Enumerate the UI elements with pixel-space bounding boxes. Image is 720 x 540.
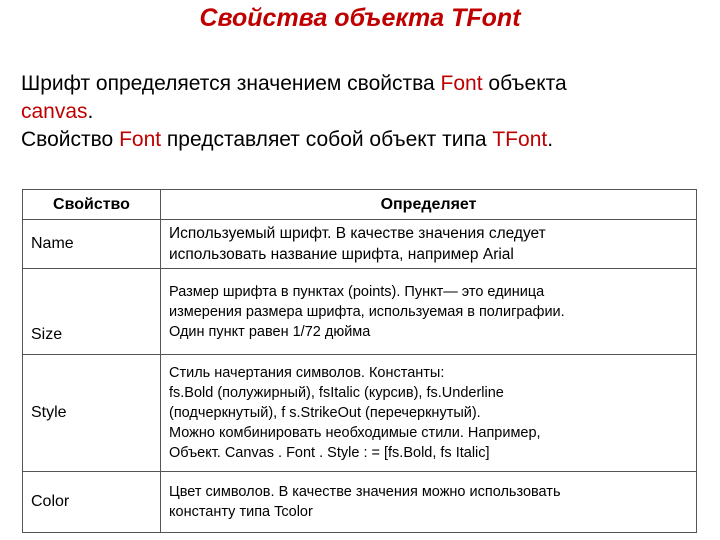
intro-line-1: [21, 70, 711, 98]
table-row: [23, 269, 697, 355]
keyword-tfont: TFont: [492, 128, 548, 151]
description-line: (подчеркнутый), f s.StrikeOut (перечеркнутый).: [169, 405, 481, 421]
table-row: [23, 472, 697, 533]
intro-text-part: .: [547, 128, 554, 151]
keyword-font: Font: [119, 128, 162, 151]
property-name: Name: [23, 220, 161, 269]
intro-line-2: [21, 98, 711, 126]
intro-text-part: представляет собой объект типа: [161, 128, 493, 151]
intro-line-3: [21, 126, 711, 154]
properties-table: [22, 189, 697, 533]
property-description: [161, 472, 697, 533]
table-row: [23, 220, 697, 269]
intro-text-part: .: [87, 100, 94, 123]
property-name: Style: [23, 355, 161, 472]
property-name: Size: [23, 269, 161, 355]
table-row: [23, 355, 697, 472]
description-line: Можно комбинировать необходимые стили. Например,: [169, 425, 541, 441]
description-line: Объект. Canvas . Font . Style : = [fs.Bold, fs Italic]: [169, 445, 490, 461]
property-description: [161, 269, 697, 355]
description-line: Размер шрифта в пунктах (points). Пункт— это единица: [169, 283, 545, 300]
description-line: Стиль начертания символов. Константы:: [169, 365, 445, 381]
description-line: Один пункт равен 1/72 дюйма: [169, 323, 371, 340]
intro-text-part: Свойство: [21, 128, 120, 151]
keyword-font: Font: [440, 72, 483, 95]
description-line: Цвет символов. В качестве значения можно использовать: [169, 484, 561, 500]
intro-text-part: объекта: [482, 72, 567, 95]
intro-text-part: Шрифт определяется значением свойства: [21, 72, 441, 95]
header-property: Свойство: [23, 190, 161, 220]
header-defines: Определяет: [161, 190, 697, 220]
description-line: измерения размера шрифта, используемая в полиграфии.: [169, 303, 565, 320]
description-line: использовать название шрифта, например Arial: [169, 246, 514, 263]
keyword-canvas: canvas: [21, 100, 88, 123]
description-line: fs.Bold (полужирный), fsItalic (курсив), fs.Underline: [169, 385, 504, 401]
table-header-row: [23, 190, 697, 220]
property-name: Color: [23, 472, 161, 533]
description-line: константу типа Tcolor: [169, 504, 313, 520]
property-description: [161, 355, 697, 472]
description-line: Используемый шрифт. В качестве значения следует: [169, 225, 546, 242]
property-description: [161, 220, 697, 269]
slide-title: Свойства объекта TFont: [199, 4, 521, 32]
intro-text: [21, 70, 711, 154]
